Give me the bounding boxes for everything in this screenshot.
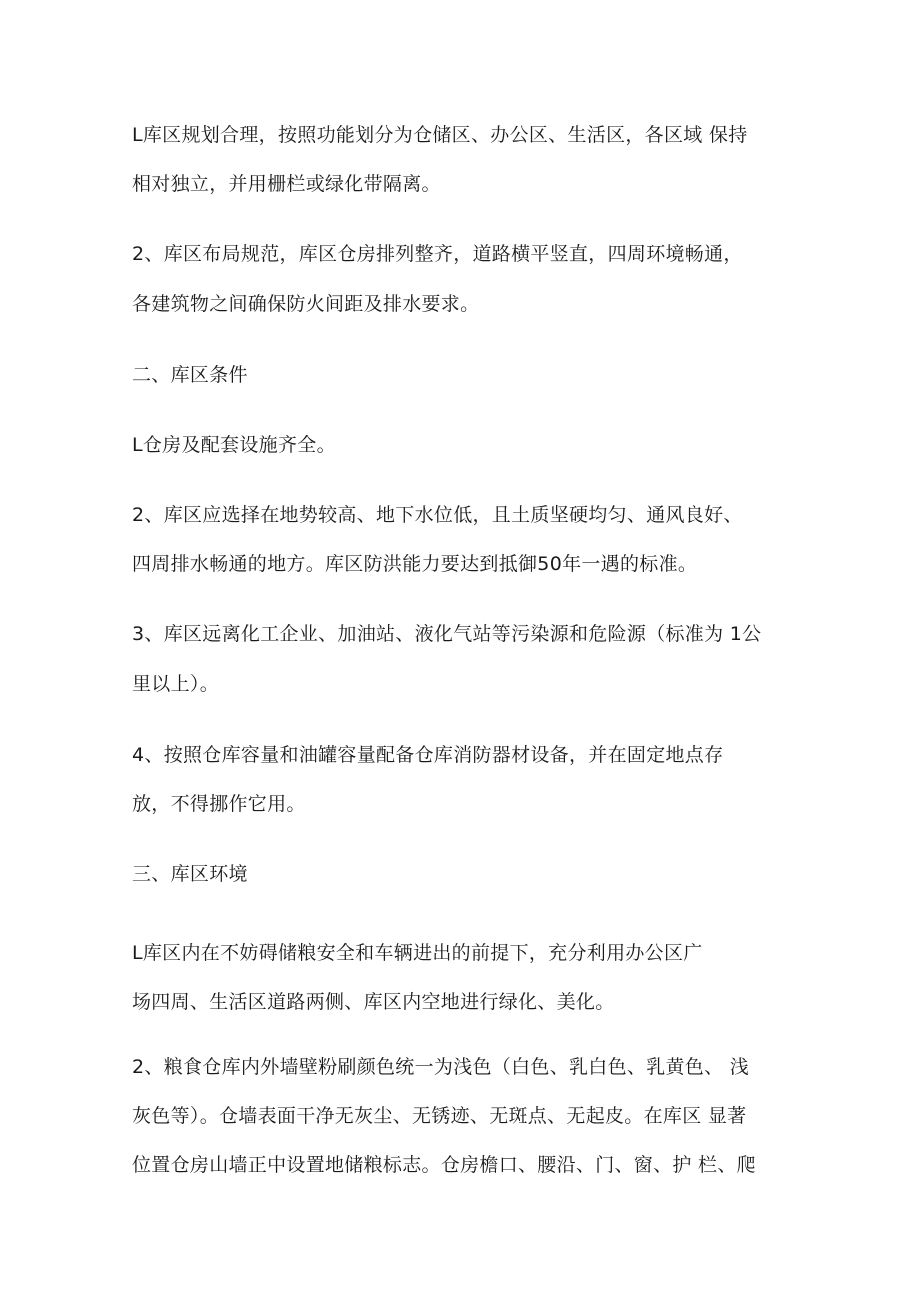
text-line-10: 里以上）。	[132, 673, 220, 695]
text-line-9: 3、库区远离化工企业、加油站、液化气站等污染源和危险源（标准为 1公	[132, 623, 762, 645]
text-line-18: 位置仓房山墙正中设置地储粮标志。仓房檐口、腰沿、门、窗、护 栏、爬	[132, 1154, 756, 1176]
text-line-2: 相对独立，并用栅栏或绿化带隔离。	[132, 173, 441, 195]
text-line-12: 放，不得挪作它用。	[132, 793, 306, 815]
text-line-3: 2、库区布局规范，库区仓房排列整齐，道路横平竖直，四周环境畅通，	[132, 243, 743, 265]
text-line-7: 2、库区应选择在地势较高、地下水位低，且土质坚硬均匀、通风良好、	[132, 504, 743, 526]
text-line-17: 灰色等）。仓墙表面干净无灰尘、无锈迹、无斑点、无起皮。在库区 显著	[132, 1105, 747, 1127]
text-line-14: L库区内在不妨碍储粮安全和车辆进出的前提下，充分利用办公区广	[132, 942, 703, 964]
text-line-1: L库区规划合理，按照功能划分为仓储区、办公区、生活区，各区域 保持	[132, 124, 748, 146]
text-line-6: L仓房及配套设施齐全。	[132, 434, 336, 456]
text-line-15: 场四周、生活区道路两侧、库区内空地进行绿化、美化。	[132, 991, 615, 1013]
text-line-4: 各建筑物之间确保防火间距及排水要求。	[132, 293, 480, 315]
text-line-8: 四周排水畅通的地方。库区防洪能力要达到抵御50年一遇的标准。	[132, 553, 698, 575]
section-heading-3: 三、库区环境	[132, 863, 248, 885]
section-heading-2: 二、库区条件	[132, 364, 248, 386]
text-line-16: 2、粮食仓库内外墙壁粉刷颜色统一为浅色（白色、乳白色、乳黄色、 浅	[132, 1056, 750, 1078]
text-line-11: 4、按照仓库容量和油罐容量配备仓库消防器材设备，并在固定地点存	[132, 744, 724, 766]
